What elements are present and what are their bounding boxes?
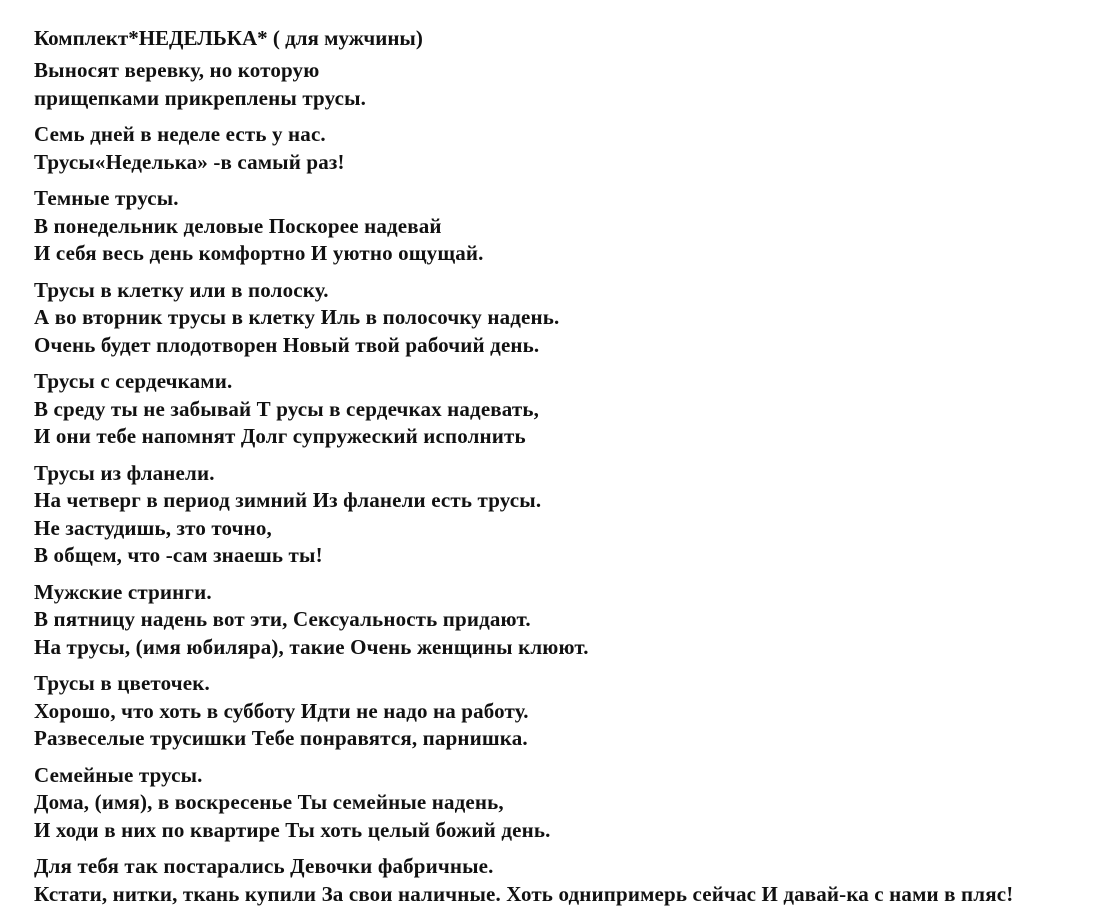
poem-line: В среду ты не забывай Т русы в сердечках надевать, bbox=[34, 396, 540, 421]
poem-line: Семь дней в неделе есть у нас. bbox=[34, 122, 326, 146]
stanza bbox=[34, 579, 1084, 662]
stanza bbox=[34, 185, 1084, 268]
poem-body bbox=[34, 57, 1084, 908]
poem-line: Мужские стринги. bbox=[34, 579, 212, 604]
poem-line: Развеселые трусишки Тебе понравятся, парнишка. bbox=[34, 726, 528, 750]
poem-line: Трусы«Неделька» -в самый раз! bbox=[34, 149, 345, 174]
poem-line: И ходи в них по квартире Ты хоть целый божий день. bbox=[34, 817, 551, 842]
poem-line: А во вторник трусы в клетку Иль в полосочку надень. bbox=[34, 305, 560, 329]
poem-line: На трусы, (имя юбиляра), такие Очень женщины клюют. bbox=[34, 634, 589, 659]
poem-line: В понедельник деловые Поскорее надевай bbox=[34, 213, 442, 238]
poem-line: Трусы в клетку или в полоску. bbox=[34, 277, 329, 302]
stanza bbox=[34, 460, 1084, 570]
poem-line: И себя весь день комфортно И уютно ощущай. bbox=[34, 241, 484, 265]
poem-line: Трусы в цветочек. bbox=[34, 671, 210, 695]
stanza bbox=[34, 121, 1084, 176]
stanza bbox=[34, 762, 1084, 845]
document-page bbox=[34, 26, 1084, 917]
stanza bbox=[34, 853, 1084, 908]
stanza bbox=[34, 368, 1084, 451]
poem-line: Кстати, нитки, ткань купили За свои наличные. Хоть однипримерь сейчас И давай-ка с нами в пляс! bbox=[34, 881, 1014, 906]
poem-line: На четверг в период зимний Из фланели есть трусы. bbox=[34, 488, 542, 512]
poem-line: Для тебя так постарались Девочки фабричные. bbox=[34, 854, 494, 878]
poem-line: прищепками прикреплены трусы. bbox=[34, 85, 367, 110]
poem-line: Не застудишь, зто точно, bbox=[34, 515, 272, 540]
poem-line: И они тебе напомнят Долг супружеский исполнить bbox=[34, 424, 526, 448]
stanza bbox=[34, 277, 1084, 360]
poem-line: В пятницу надень вот эти, Сексуальность придают. bbox=[34, 607, 531, 631]
document-title: Комплект*НЕДЕЛЬКА* ( для мужчины) bbox=[34, 26, 423, 50]
poem-line: Дома, (имя), в воскресенье Ты семейные надень, bbox=[34, 790, 504, 814]
stanza bbox=[34, 670, 1084, 753]
poem-line: Трусы из фланели. bbox=[34, 460, 215, 485]
poem-line: Семейные трусы. bbox=[34, 762, 203, 787]
stanza bbox=[34, 57, 1084, 112]
poem-line: Хорошо, что хоть в субботу Идти не надо на работу. bbox=[34, 698, 529, 723]
poem-line: Очень будет плодотворен Новый твой рабочий день. bbox=[34, 332, 540, 357]
poem-line: Темные трусы. bbox=[34, 186, 179, 210]
poem-line: Трусы с сердечками. bbox=[34, 369, 233, 393]
poem-line: Выносят веревку, но которую bbox=[34, 58, 320, 82]
poem-line: В общем, что -сам знаешь ты! bbox=[34, 543, 323, 567]
